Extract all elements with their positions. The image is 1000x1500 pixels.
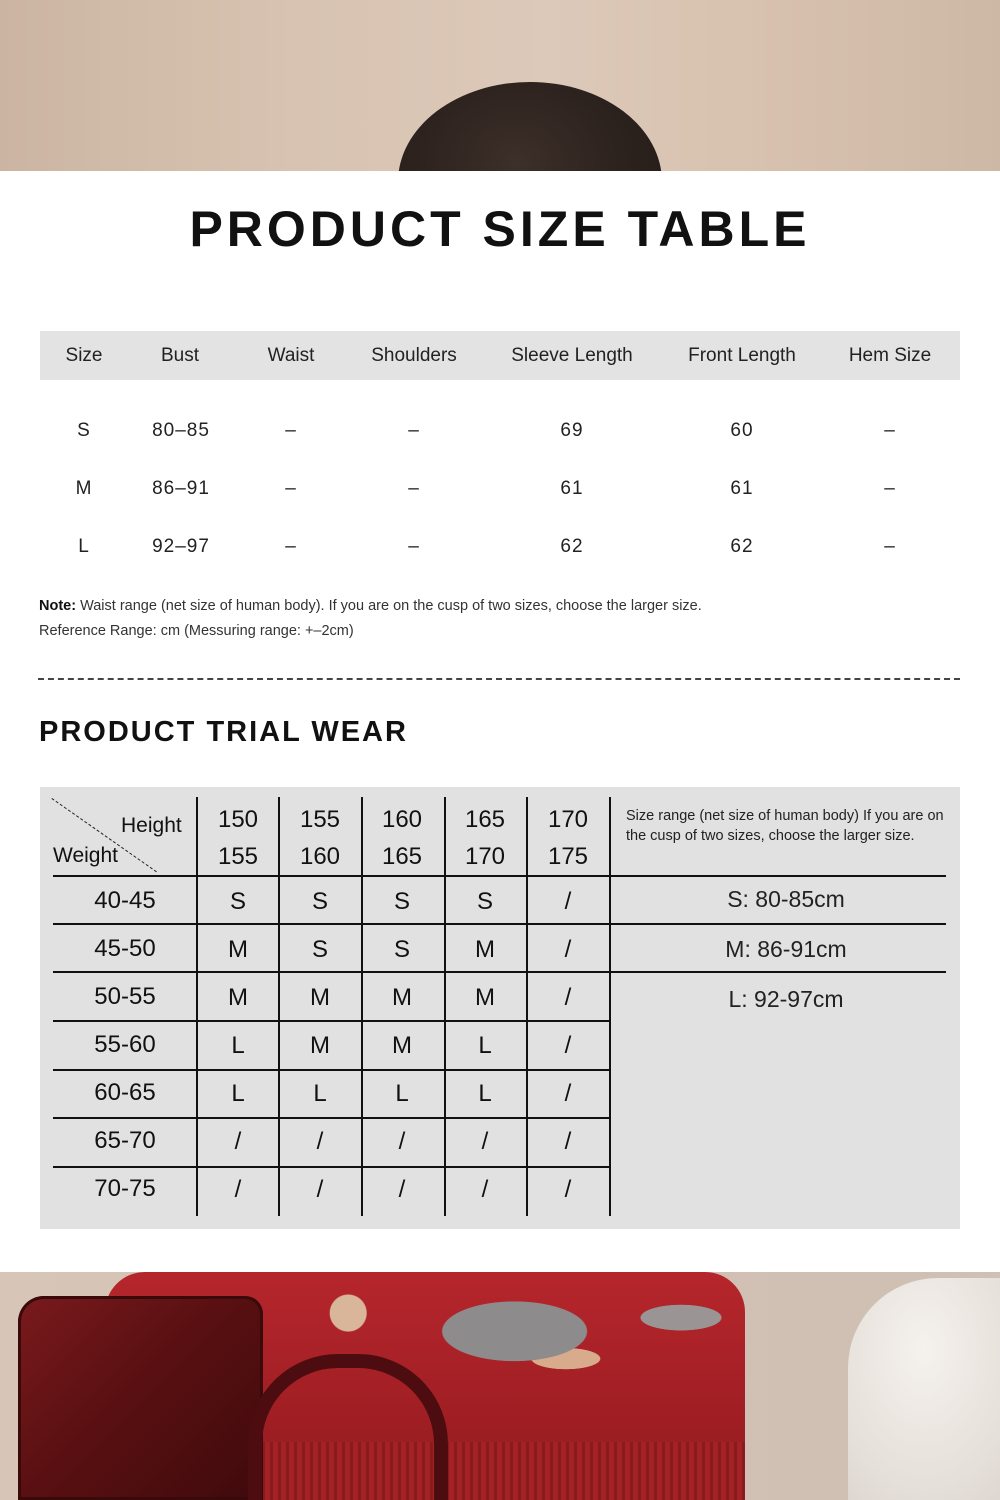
- trial-size-cell: M: [392, 1032, 412, 1059]
- sleeve-length-cell: 69: [560, 420, 584, 441]
- trial-size-cell: S: [393, 936, 410, 963]
- trial-size-cell: L: [478, 1080, 492, 1107]
- header-sleeve-length: Sleeve Length: [511, 345, 633, 366]
- grid-line: [53, 1020, 610, 1022]
- grid-line: [53, 1166, 610, 1168]
- height-to: 155: [217, 843, 259, 870]
- range-s: S: 80-85cm: [727, 886, 845, 912]
- weight-range: 50-55: [94, 983, 156, 1010]
- height-from: 165: [464, 806, 506, 833]
- hem-size-cell: –: [884, 420, 896, 441]
- weight-label: Weight: [53, 844, 118, 867]
- dashed-divider: [38, 678, 960, 680]
- trial-size-cell: /: [398, 1128, 406, 1155]
- trial-size-cell: /: [564, 984, 572, 1011]
- trial-size-cell: S: [311, 888, 328, 915]
- bust-cell: 86–91: [152, 478, 210, 499]
- trial-size-cell: S: [311, 936, 328, 963]
- model-hair: [398, 82, 662, 171]
- sleeve-length-cell: 62: [560, 536, 584, 557]
- trial-size-cell: M: [228, 936, 248, 963]
- size-table-header: [40, 331, 960, 380]
- trial-size-cell: /: [564, 1032, 572, 1059]
- trial-size-cell: M: [392, 984, 412, 1011]
- trial-size-cell: L: [478, 1032, 492, 1059]
- note-label: Note:: [39, 598, 77, 614]
- trial-size-cell: /: [316, 1176, 324, 1203]
- front-length-cell: 61: [730, 478, 754, 499]
- trial-size-cell: M: [228, 984, 248, 1011]
- bust-cell: 80–85: [152, 420, 210, 441]
- trial-size-cell: /: [564, 1176, 572, 1203]
- height-label: Height: [121, 814, 182, 837]
- waist-cell: –: [285, 478, 297, 499]
- grid-line: [53, 1117, 610, 1119]
- weight-range: 65-70: [94, 1127, 156, 1154]
- trial-size-cell: L: [395, 1080, 409, 1107]
- shoulders-cell: –: [408, 420, 420, 441]
- trial-size-cell: M: [475, 936, 495, 963]
- page-title: PRODUCT SIZE TABLE: [189, 201, 811, 257]
- trial-size-cell: M: [310, 984, 330, 1011]
- trial-size-cell: /: [481, 1128, 489, 1155]
- reference-range: Reference Range: cm (Messuring range: +–2cm): [39, 623, 354, 639]
- hem-size-cell: –: [884, 536, 896, 557]
- height-to: 170: [464, 843, 506, 870]
- grid-line: [53, 971, 946, 973]
- weight-range: 40-45: [94, 887, 156, 914]
- header-hem-size: Hem Size: [848, 345, 932, 366]
- size-range-description: Size range (net size of human body) If you are on the cusp of two sizes, choose the larger size.: [626, 808, 944, 844]
- header-waist: Waist: [267, 345, 315, 366]
- height-from: 170: [547, 806, 589, 833]
- weight-range: 55-60: [94, 1031, 156, 1058]
- shoulders-cell: –: [408, 478, 420, 499]
- hem-size-cell: –: [884, 478, 896, 499]
- grid-line: [53, 875, 946, 877]
- height-from: 155: [299, 806, 341, 833]
- trial-size-cell: /: [564, 936, 572, 963]
- size-row-l: [40, 527, 960, 567]
- height-from: 150: [217, 806, 259, 833]
- trial-size-cell: M: [310, 1032, 330, 1059]
- trial-size-cell: /: [398, 1176, 406, 1203]
- trial-size-cell: S: [229, 888, 246, 915]
- header-front-length: Front Length: [688, 345, 796, 366]
- waist-cell: –: [285, 536, 297, 557]
- bust-cell: 92–97: [152, 536, 210, 557]
- model-photo-top: [0, 0, 1000, 171]
- trial-size-cell: /: [234, 1176, 242, 1203]
- model-photo-bottom: [0, 1272, 1000, 1500]
- front-length-cell: 60: [730, 420, 754, 441]
- note-text: Waist range (net size of human body). If you are on the cusp of two sizes, choose the larger size.: [76, 598, 702, 614]
- grid-line: [53, 923, 946, 925]
- handbag-image: [18, 1296, 263, 1500]
- sleeve-length-cell: 61: [560, 478, 584, 499]
- size-cell: S: [77, 420, 91, 441]
- size-row-s: [40, 411, 960, 451]
- trial-size-cell: /: [481, 1176, 489, 1203]
- trial-size-cell: /: [564, 1080, 572, 1107]
- weight-range: 70-75: [94, 1175, 156, 1202]
- height-to: 175: [547, 843, 589, 870]
- trial-size-cell: M: [475, 984, 495, 1011]
- grid-line: [53, 1069, 610, 1071]
- header-bust: Bust: [160, 345, 200, 366]
- header-shoulders: Shoulders: [371, 345, 457, 366]
- weight-range: 45-50: [94, 935, 156, 962]
- trial-size-cell: /: [564, 1128, 572, 1155]
- weight-range: 60-65: [94, 1079, 156, 1106]
- size-row-m: [40, 469, 960, 509]
- trial-size-cell: L: [313, 1080, 327, 1107]
- chair-image: [848, 1278, 1000, 1500]
- trial-size-cell: /: [564, 888, 572, 915]
- range-l: L: 92-97cm: [728, 986, 844, 1012]
- range-m: M: 86-91cm: [725, 936, 847, 962]
- height-to: 160: [299, 843, 341, 870]
- header-size: Size: [65, 345, 103, 366]
- shoulders-cell: –: [408, 536, 420, 557]
- trial-size-cell: /: [316, 1128, 324, 1155]
- height-from: 160: [381, 806, 423, 833]
- front-length-cell: 62: [730, 536, 754, 557]
- trial-size-cell: /: [234, 1128, 242, 1155]
- waist-cell: –: [285, 420, 297, 441]
- trial-size-cell: S: [476, 888, 493, 915]
- height-to: 165: [381, 843, 423, 870]
- size-note: [39, 594, 702, 644]
- size-cell: M: [75, 478, 93, 499]
- trial-size-cell: L: [231, 1032, 245, 1059]
- trial-size-cell: S: [393, 888, 410, 915]
- trial-wear-title: PRODUCT TRIAL WEAR: [39, 716, 408, 748]
- size-cell: L: [78, 536, 90, 557]
- trial-size-cell: L: [231, 1080, 245, 1107]
